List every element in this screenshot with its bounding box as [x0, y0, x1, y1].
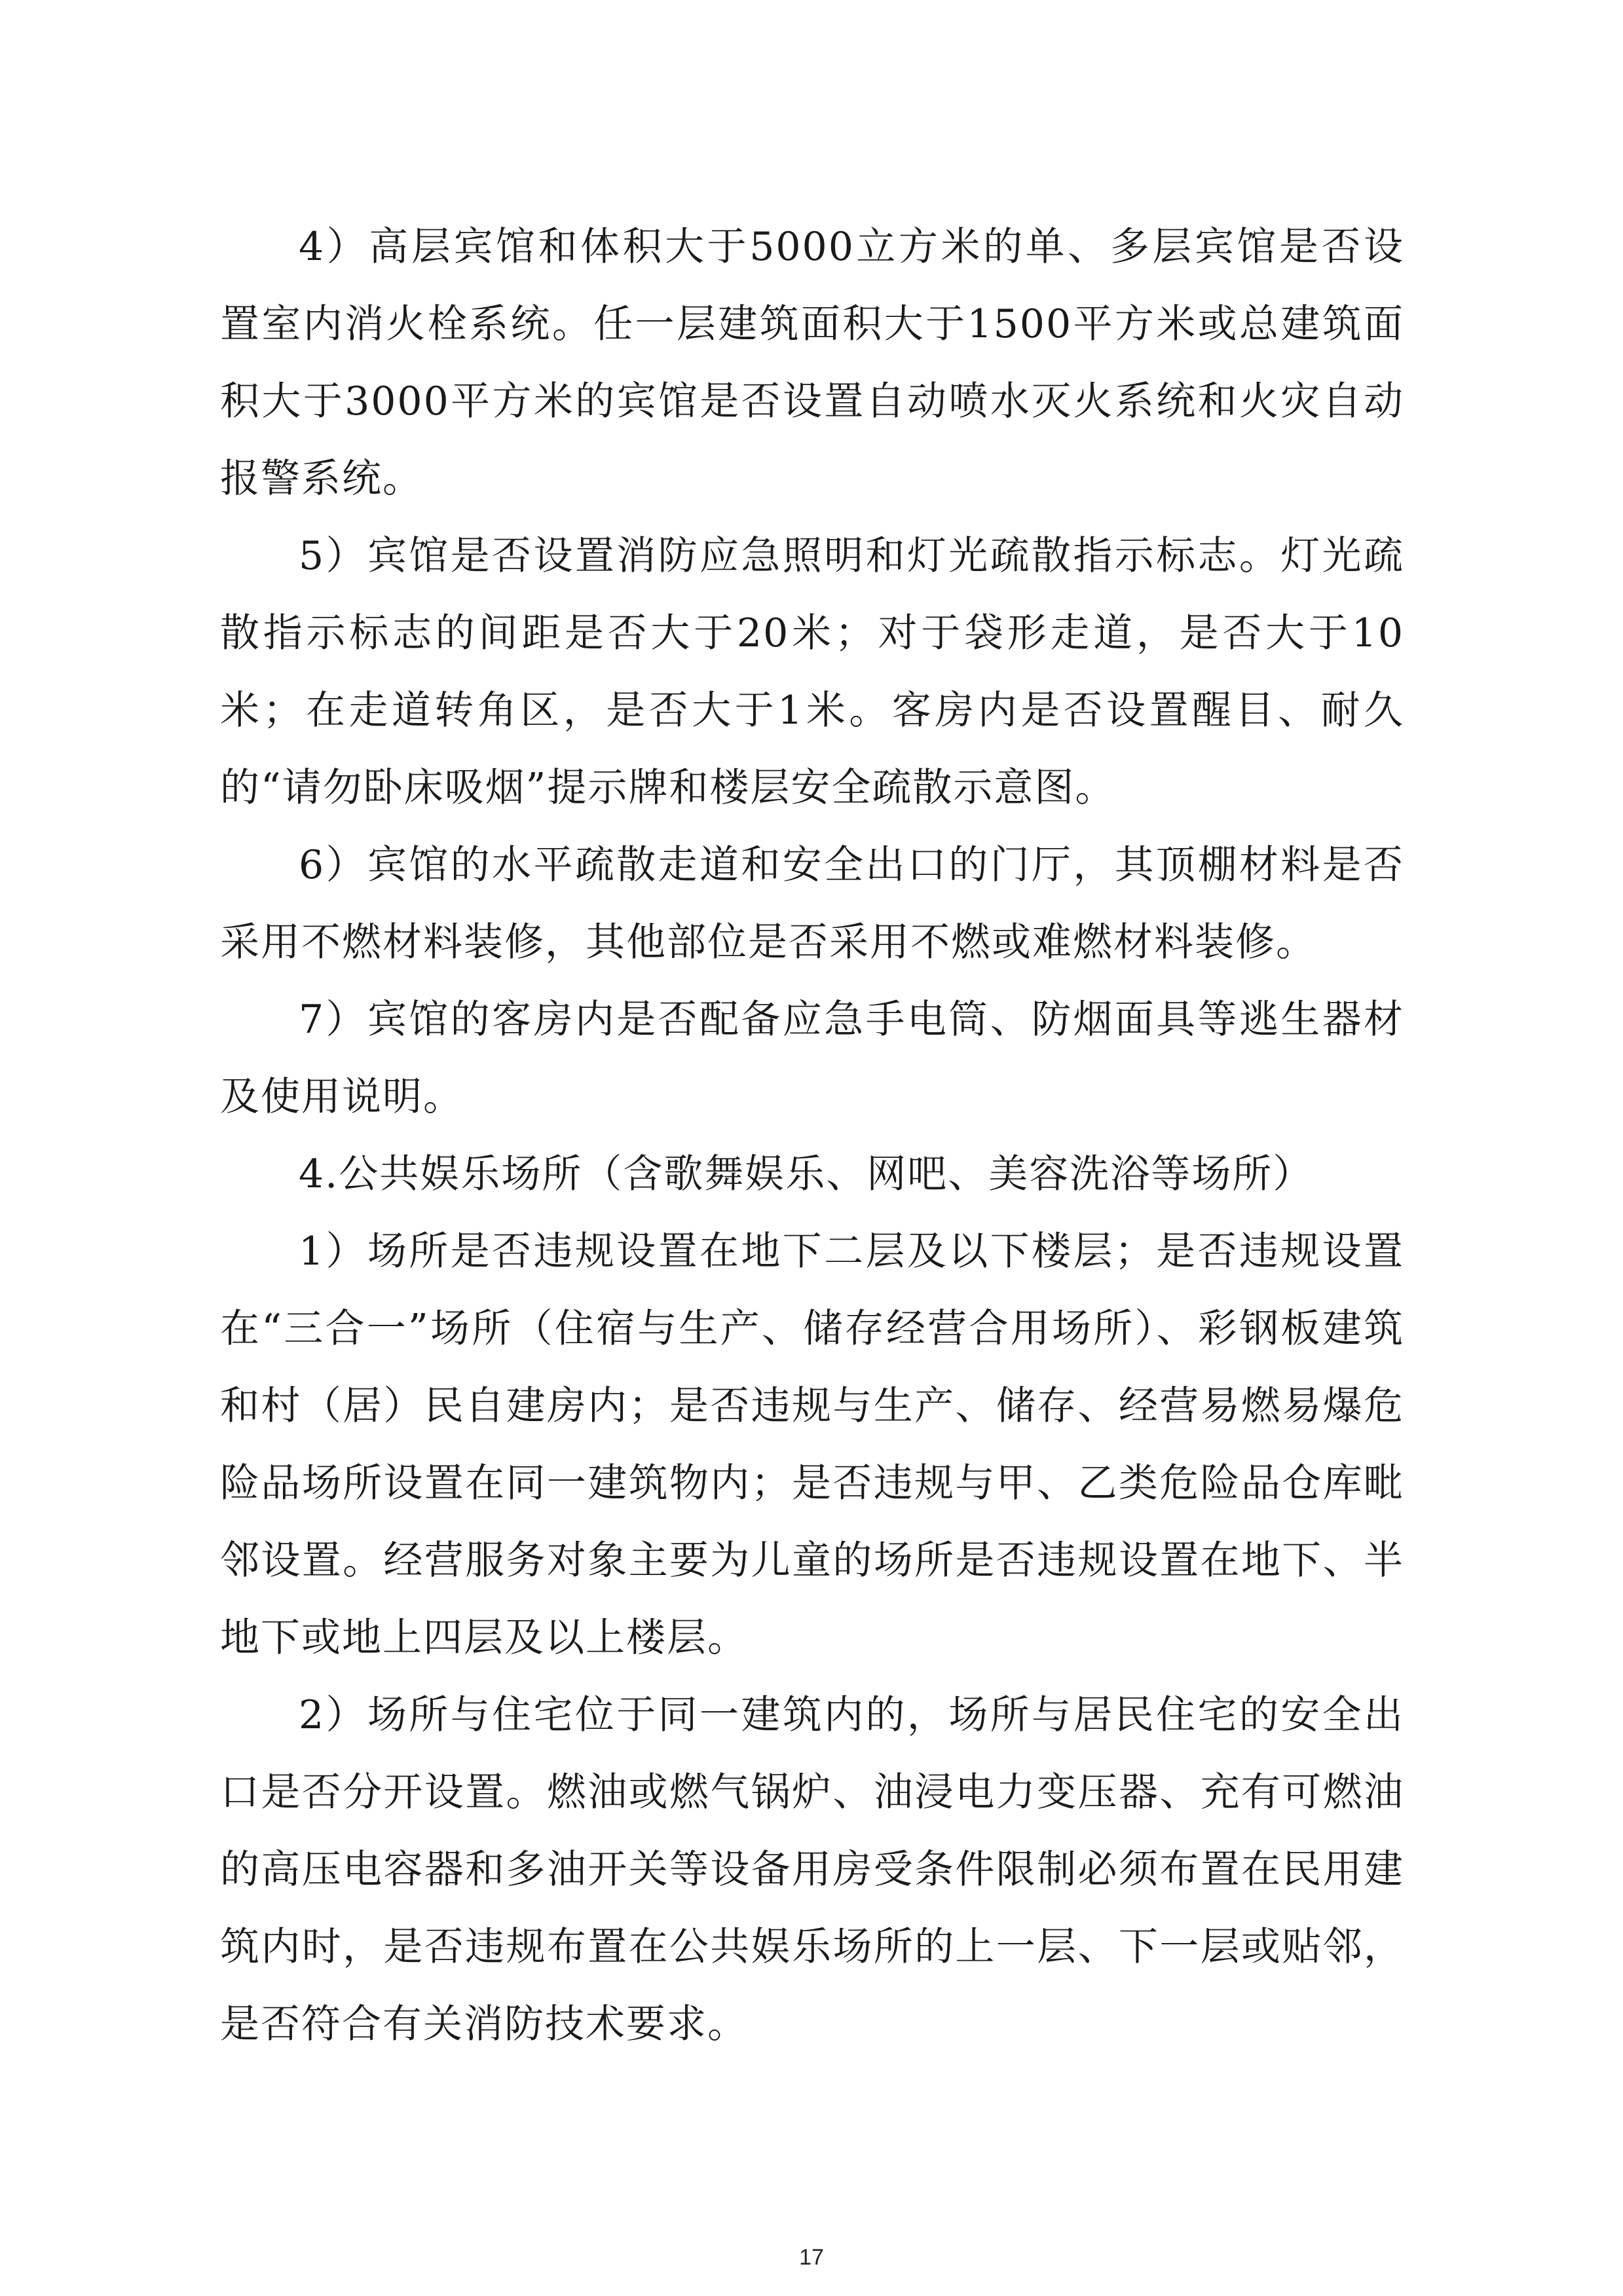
page-number: 17: [799, 2245, 824, 2270]
paragraph-hotel-hydrant-sprinkler: 4）高层宾馆和体积大于5000立方米的单、多层宾馆是否设置室内消火栓系统。任一层建筑面积大于1500平方米或总建筑面积大于3000平方米的宾馆是否设置自动喷水灭火系统和火灾自动报警系统。: [220, 224, 1404, 502]
section-heading-public-entertainment: 4.公共娱乐场所（含歌舞娱乐、网吧、美容洗浴等场所）: [299, 1151, 1314, 1197]
paragraph-hotel-emergency-lighting: 5）宾馆是否设置消防应急照明和灯光疏散指示标志。灯光疏散指示标志的间距是否大于20米；对于袋形走道，是否大于10米；在走道转角区，是否大于1米。客房内是否设置醒目、耐久的“请勿卧床吸烟”提示牌和楼层安全疏散示意图。: [220, 533, 1404, 811]
paragraph-hotel-ceiling-materials: 6）宾馆的水平疏散走道和安全出口的门厅，其顶棚材料是否采用不燃材料装修，其他部位是否采用不燃或难燃材料装修。: [220, 842, 1404, 965]
paragraph-venue-location-rules: 1）场所是否违规设置在地下二层及以下楼层；是否违规设置在“三合一”场所（住宿与生产、储存经营合用场所）、彩钢板建筑和村（居）民自建房内；是否违规与生产、储存、经营易燃易爆危险品场所设置在同一建筑物内；是否违规与甲、乙类危险品仓库毗邻设置。经营服务对象主要为儿童的场所是否违规设置在地下、半地下或地上四层及以上楼层。: [220, 1229, 1404, 1661]
document-body: [220, 208, 1404, 2063]
paragraph-venue-exits-equipment-rooms: 2）场所与住宅位于同一建筑内的，场所与居民住宅的安全出口是否分开设置。燃油或燃气锅炉、油浸电力变压器、充有可燃油的高压电容器和多油开关等设备用房受条件限制必须布置在民用建筑内时，是否违规布置在公共娱乐场所的上一层、下一层或贴邻，是否符合有关消防技术要求。: [220, 1692, 1404, 2047]
paragraph-hotel-escape-equipment: 7）宾馆的客房内是否配备应急手电筒、防烟面具等逃生器材及使用说明。: [220, 997, 1404, 1120]
